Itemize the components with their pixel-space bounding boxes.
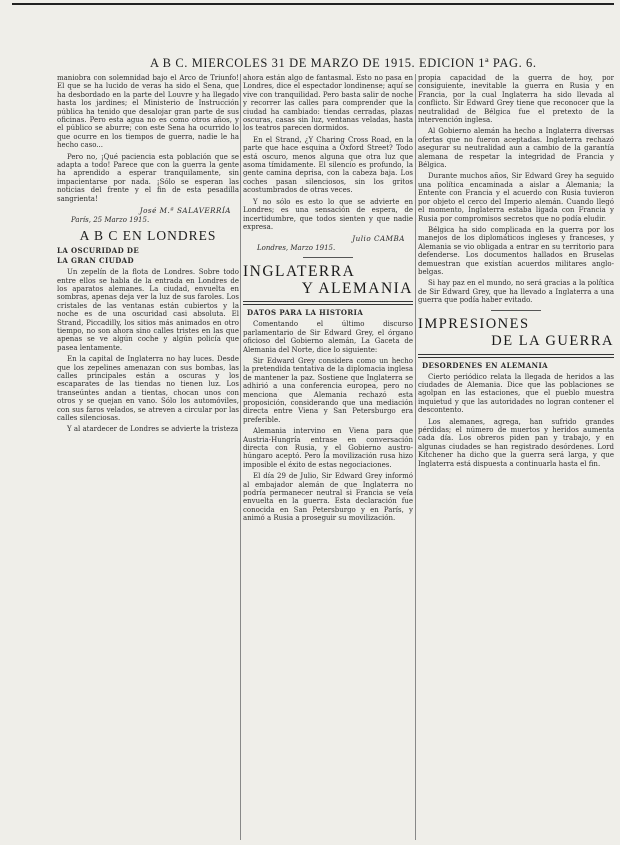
article-text: En la capital de Inglaterra no hay luces. Desde que los zepelines amenazan con sus bombas, las calles principales están a oscuras y los escaparates de las tiendas no tienen luz. Los transeúntes andan a tientas, chocan unos con otros y se quejan en vano. Sólo los automóviles, con sus faros velados, se atreven a circular por las calles silenciosas.: [57, 355, 239, 422]
author-signature: José M.ª SALAVERRÍA: [139, 206, 231, 216]
article-subtitle: LA GRAN CIUDAD: [57, 256, 134, 266]
headline-rule: [243, 301, 413, 305]
headline-rule: [418, 354, 614, 358]
article-subtitle: LA OSCURIDAD DE: [57, 246, 140, 256]
separator: [303, 257, 353, 258]
article-subtitle: DATOS PARA LA HISTORIA: [247, 308, 364, 318]
page-header: A B C. MIERCOLES 31 DE MARZO DE 1915. EDICION 1ª PAG. 6.: [150, 56, 537, 70]
column-2: [243, 74, 413, 842]
separator: [491, 310, 541, 311]
column-divider: [240, 74, 241, 840]
article-text: propia capacidad de la guerra de hoy, por consiguiente, inevitable la guerra en Rusia y en Francia, por la cual Inglaterra ha sido llevada al conflicto. Sir Edward Grey tiene que reconocer que la neutralidad de Bélgica fue el pretexto de la intervención inglesa.: [418, 74, 614, 125]
article-text: Un zepelín de la flota de Londres. Sobre todo entre ellos se habla de la entrada en Londres de los aparatos alemanes. La ciudad, envuelta en sombras, apenas deja ver la luz de sus faroles. Los cristales de las ventanas están cubiertos y la noche es de una oscuridad casi absoluta. El Strand, Piccadilly, los sitios más animados en otro tiempo, no son ahora sino calles tristes en las que apenas se ve algún coche y algún policía que pasea lentamente.: [57, 268, 239, 352]
article-text: Durante muchos años, Sir Edward Grey ha seguido una política encaminada a aislar a Alemania; la Entente con Francia y el acuerdo con Rusia tuvieron por objeto el cerco del Imperio alemán. Cuando llegó el momento, Inglaterra estaba ligada con Francia y Rusia por compromisos secretos que no podía eludir.: [418, 172, 614, 223]
article-headline: IMPRESIONES: [418, 315, 530, 332]
dateline: Londres, Marzo 1915.: [257, 244, 336, 253]
article-text: Y no sólo es esto lo que se advierte en Londres; es una sensación de espera, de incertidumbre, que todos sienten y que nadie expresa.: [243, 197, 413, 231]
top-rule: [12, 3, 614, 5]
article-subtitle: DESORDENES EN ALEMANIA: [422, 360, 548, 370]
article-headline: Y ALEMANIA: [301, 280, 413, 298]
article-text: El día 29 de Julio, Sir Edward Grey informó al embajador alemán de que Inglaterra no podría permanecer neutral si Francia se veía envuelta en la guerra. Esta declaración fue conocida en San Petersburgo y en París, y animó a Rusia a proseguir su movilización.: [243, 472, 413, 523]
article-text: En el Strand, ¿Y Charing Cross Road, en la parte que hace esquina a Oxford Street? Todo está oscuro, menos alguna que otra luz que asoma tímidamente. El silencio es profundo, la gente camina deprisa, con la cabeza baja. Los coches pasan silenciosos, sin los gritos acostumbrados de otras veces.: [243, 135, 413, 195]
article-text: Al Gobierno alemán ha hecho a Inglaterra diversas ofertas que no fueron aceptadas. Inglaterra rechazó asegurar su neutralidad aun a cambio de la garantía alemana de respetar la integridad de Francia y Bélgica.: [418, 127, 614, 170]
article-text: Comentando el último discurso parlamentario de Sir Edward Grey, el órgano oficioso del Gobierno alemán, La Gaceta de Alemania del Norte, dice lo siguiente:: [243, 320, 413, 354]
article-text: Los alemanes, agrega, han sufrido grandes pérdidas; el número de muertos y heridos aumenta cada día. Los obreros piden pan y trabajo, y en algunas ciudades se han registrado desórdenes. Lord Kitchener ha dicho que la guerra será larga, y que Inglaterra está dispuesta a continuarla hasta el fin.: [418, 417, 614, 468]
article-headline: DE LA GUERRA: [491, 332, 614, 349]
article-text: Y al atardecer de Londres se advierte la tristeza: [67, 425, 239, 434]
article-text: Alemania intervino en Viena para que Austria-Hungría entrase en conversación directa con Rusia, y el Gobierno austro-húngaro aceptó. Pero la movilización rusa hizo imposible el éxito de estas negociaciones.: [243, 427, 413, 469]
article-text: Sir Edward Grey considera como un hecho la pretendida tentativa de la diplomacia inglesa de mantener la paz. Sostiene que Inglaterra se adhirió a una conferencia europea, pero no menciona que Alemania rechazó esta proposición, considerando que una mediación directa entre Viena y San Petersburgo era preferible.: [243, 356, 413, 424]
column-divider: [415, 74, 416, 840]
article-text: Si hay paz en el mundo, no será gracias a la política de Sir Edward Grey, que ha llevado a Inglaterra a una guerra que podía haber evitado.: [418, 279, 614, 305]
article-text: Cierto periódico relata la llegada de heridos a las ciudades de Alemania. Dice que las poblaciones se agolpan en las estaciones, que el pueblo muestra inquietud y que las autoridades no logran contener el descontento.: [418, 372, 614, 415]
article-text: ahora están algo de fantasmal. Esto no pasa en Londres, dice el espectador londinense; aquí se vive con tranquilidad. Pero basta salir de noche y recorrer las calles para comprender que la ciudad ha cambiado: tiendas cerradas, plazas oscuras, casas sin luz, ventanas veladas, hasta los teatros parecen dormidos.: [243, 74, 413, 133]
column-1: [57, 74, 239, 842]
article-text: Pero no, ¡Qué paciencia esta población que se adapta a todo! Parece que con la guerra la gente ha aprendido a esperar tranquilamente, sin impacientarse por nada. ¡Sólo se esperan las noticias del frente y el fin de esta pesadilla sangrienta!: [57, 152, 239, 203]
dateline: París, 25 Marzo 1915.: [71, 216, 150, 225]
section-title: A B C EN LONDRES: [79, 228, 217, 244]
article-headline: INGLATERRA: [243, 263, 356, 281]
article-text: maniobra con solemnidad bajo el Arco de Triunfo! El que se ha lucido de veras ha sido el Sena, que ha desbordado en la parte del Louvre y ha llegado hasta los jardines; el Ministerio de Instrucción pública ha tenido que desalojar gran parte de sus oficinas. Pero esta agua no es como otros años, y el público se aburre; con este Sena ha ocurrido lo que ocurre en los tiempos de guerra, nadie le ha hecho caso...: [57, 74, 239, 150]
column-3: [418, 74, 614, 842]
author-signature: Julio CAMBA: [352, 234, 405, 244]
article-text: Bélgica ha sido complicada en la guerra por los manejos de los diplomáticos ingleses y franceses, y Alemania se vio obligada a entrar en su territorio para defenderse. Los documentos hallados en Bruselas demuestran que existían acuerdos militares anglo-belgas.: [418, 225, 614, 276]
